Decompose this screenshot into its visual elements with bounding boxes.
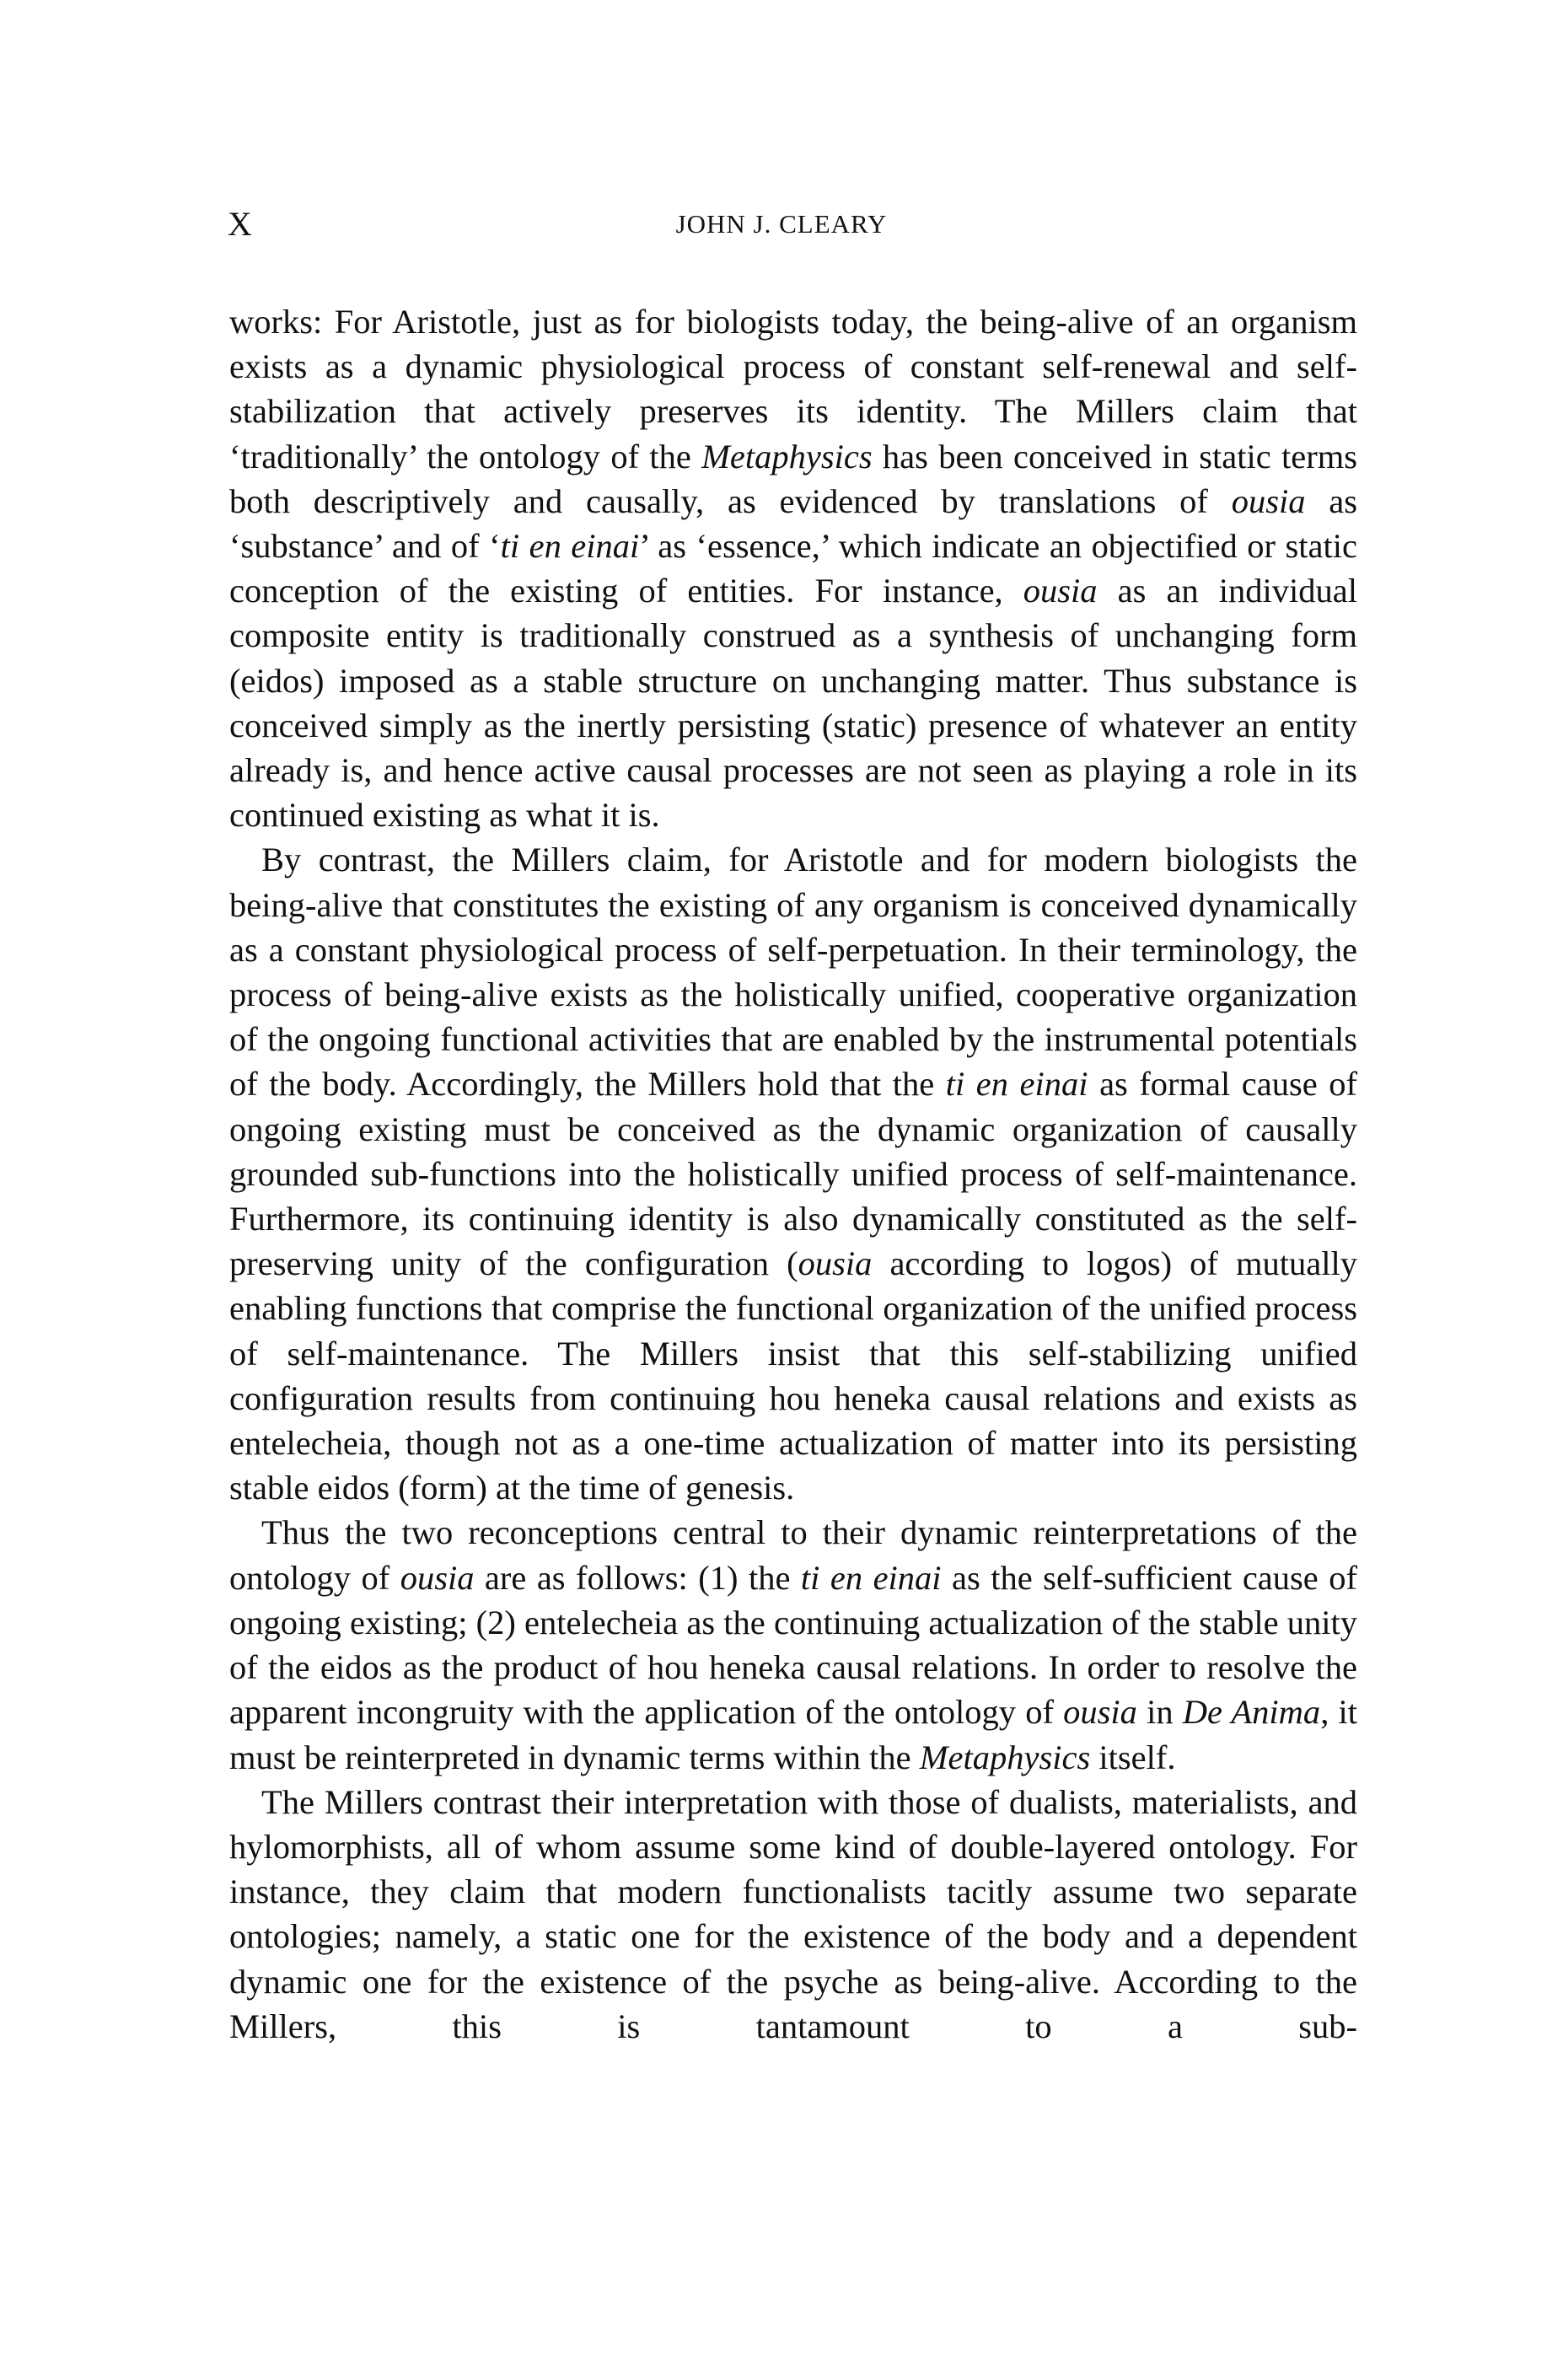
italic-term: Metaphysics bbox=[701, 437, 873, 475]
text-run: according to logos) of mutually enabling functions that comprise the functional organization of the unified process of self-maintenance. The Millers insist that this self-stabilizing unified configuration results from continuing hou heneka causal relations and exists as entelecheia, though not as a one-time actualization of matter into its persisting stable eidos (form) at the time of genesis. bbox=[229, 1244, 1358, 1507]
text-run: ’ as ‘essence,’ which indicate an objectified or static conception of the existing of entities. For instance, bbox=[229, 527, 1357, 610]
text-run: as the self-sufficient cause of ongoing existing; (2) entelecheia as the continuing actualization of the stable unity of the eidos as the product of hou heneka causal relations. In order to resolve the apparent incongruity with the application of the ontology of bbox=[229, 1558, 1357, 1732]
paragraph-1 bbox=[229, 299, 1357, 837]
text-run: Thus the two reconceptions central to their dynamic reinterpretations of the ontology of bbox=[229, 1513, 1357, 1597]
italic-term: ousia bbox=[1231, 481, 1306, 520]
paragraph-2 bbox=[229, 837, 1357, 1510]
italic-term: ti en einai bbox=[500, 527, 640, 566]
italic-term: De Anima bbox=[1182, 1693, 1321, 1732]
italic-term: ousia bbox=[1063, 1693, 1137, 1732]
text-run: works: For Aristotle, just as for biologists today, the being-alive of an organism exists as a dynamic physiological process of constant self-renewal and self-stabilization that actively preserves its identity. The Millers claim that ‘traditionally’ the ontology of the bbox=[229, 303, 1357, 475]
paragraph-4 bbox=[229, 1780, 1357, 2049]
italic-term: ousia bbox=[798, 1244, 873, 1283]
page-number: X bbox=[228, 205, 252, 243]
text-run: as an individual composite entity is traditionally construed as a synthesis of unchanging form (eidos) imposed as a stable structure on unchanging matter. Thus substance is conceived simply as the inertly persisting (static) presence of whatever an entity already is, and hence active causal processes are not seen as playing a role in its continued existing as what it is. bbox=[229, 572, 1357, 835]
paragraph-3 bbox=[229, 1510, 1357, 1779]
text-run: are as follows: (1) the bbox=[474, 1558, 801, 1597]
body-text bbox=[229, 299, 1357, 2049]
italic-term: ousia bbox=[1023, 572, 1098, 610]
text-run: has been conceived in static terms both descriptively and causally, as evidenced by translations of bbox=[229, 437, 1357, 520]
text-run: , it must be reinterpreted in dynamic terms within the bbox=[229, 1693, 1357, 1776]
italic-term: ti en einai bbox=[800, 1558, 942, 1597]
italic-term: Metaphysics bbox=[919, 1738, 1091, 1776]
text-run: in bbox=[1136, 1693, 1183, 1732]
italic-term: ti en einai bbox=[945, 1065, 1088, 1104]
text-run: as formal cause of ongoing existing must be conceived as the dynamic organization of causally grounded sub-functions into the holistically unified process of self-maintenance. Furthermore, its continuing identity is also dynamically constituted as the self-preserving unity of the configuration ( bbox=[229, 1065, 1357, 1283]
running-head: JOHN J. CLEARY bbox=[675, 209, 888, 239]
text-run: as ‘substance’ and of ‘ bbox=[229, 481, 1357, 566]
text-run: By contrast, the Millers claim, for Aristotle and for modern biologists the being-alive that constitutes the existing of any organism is conceived dynamically as a constant physiological process of self-perpetuation. In their terminology, the process of being-alive exists as the holistically unified, cooperative organization of the ongoing functional activities that are enabled by the instrumental potentials of the body. Accordingly, the Millers hold that the bbox=[229, 841, 1357, 1104]
text-run: itself. bbox=[1090, 1738, 1176, 1776]
text-run: The Millers contrast their interpretation with those of dualists, materialists, and hylomorphists, all of whom assume some kind of double-layered ontology. For instance, they claim that modern functionalists tacitly assume two separate ontologies; namely, a static one for the existence of the body and a dependent dynamic one for the existence of the psyche as being-alive. According to the Millers, this is tantamount to a sub- bbox=[229, 1782, 1357, 2045]
italic-term: ousia bbox=[400, 1558, 475, 1597]
